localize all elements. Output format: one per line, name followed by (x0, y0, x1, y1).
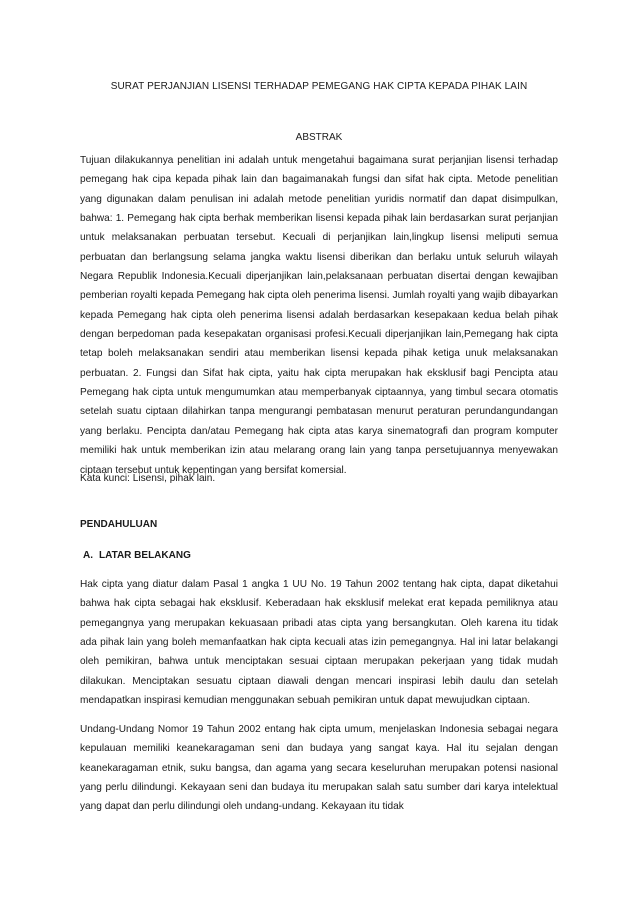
body-paragraph-2: Undang-Undang Nomor 19 Tahun 2002 entang hak cipta umum, menjelaskan Indonesia sebagai negara kepulauan memiliki keanekaragaman seni dan budaya yang sangat kaya. Hal itu sejalan dengan keanekaragaman etnik, suku bangsa, dan agama yang secara keseluruhan merupakan potensi nasional yang perlu dilindungi. Kekayaan seni dan budaya itu merupakan salah satu sumber dari karya intelektual yang dapat dan perlu dilindungi oleh undang-undang. Kekayaan itu tidak (80, 724, 558, 813)
keywords-line: Kata kunci: Lisensi, pihak lain. (80, 473, 216, 484)
subsection-heading (83, 549, 191, 563)
body-paragraph-1: Hak cipta yang diatur dalam Pasal 1 angka 1 UU No. 19 Tahun 2002 tentang hak cipta, dapat diketahui bahwa hak cipta sebagai hak eksklusif. Keberadaan hak eksklusif melekat erat kepada pemiliknya atau pemegangnya yang merupakan kekuasaan pribadi atas cipta yang bersangkutan. Oleh karena itu tidak ada pihak lain yang boleh memanfaatkan hak cipta kecuali atas izin pemegangnya. Hal ini latar belakangi oleh pemikiran, bahwa untuk menciptakan sesuai ciptaan merupakan pekerjaan yang tidak mudah dilakukan. Menciptakan sesuatu ciptaan diawali dengan mencari inspirasi lebih daulu dan setelah mendapatkan inspirasi kemudian menggunakan sebuah pemikiran untuk dapat mewujudkan ciptaan. (80, 579, 558, 707)
subsection-title: LATAR BELAKANG (99, 550, 191, 561)
abstract-heading: ABSTRAK (295, 132, 343, 143)
section-heading-pendahuluan: PENDAHULUAN (80, 519, 158, 530)
subsection-number: A. (83, 550, 93, 561)
abstract-text: Tujuan dilakukannya penelitian ini adalah untuk mengetahui bagaimana surat perjanjian lisensi terhadap pemegang hak cipa kepada pihak lain dan bagaimanakah fungsi dan sifat hak cipta. Metode penelitian yang digunakan dalam penulisan ini adalah metode penelitian yuridis normatif dan dapat disimpulkan, bahwa: 1. Pemegang hak cipta berhak memberikan lisensi kepada pihak lain berdasarkan surat perjanjian untuk melaksanakan perbuatan tersebut. Kecuali di perjanjikan lain,lingkup lisensi meliputi semua perbuatan dan berlangsung selama jangka waktu lisensi diberikan dan berlaku untuk seluruh wilayah Negara Republik Indonesia.Kecuali diperjanjikan lain,pelaksanaan perbuatan disertai dengan kewajiban pemberian royalti kepada Pemegang hak cipta oleh penerima lisensi. Jumlah royalti yang wajib dibayarkan kepada Pemegang hak cipta oleh penerima lisensi adalah berdasarkan kesepakaan kedua belah pihak dengan berpedoman pada kesepakatan organisasi profesi.Kecuali diperjanjikan lain,Pemegang hak cipta tetap boleh melaksanakan sendiri atau memberikan lisensi kepada pihak ketiga unuk melaksanakan perbuatan. 2. Fungsi dan Sifat hak cipta, yaitu hak cipta merupakan hak eksklusif bagi Pencipta atau Pemegang hak cipta untuk mengumumkan atau memperbanyak ciptaannya, yang timbul secara otomatis setelah suatu ciptaan dilahirkan tanpa mengurangi pembatasan menurut peraturan perundangundangan yang berlaku. Pencipta dan/atau Pemegang hak cipta atas karya sinematografi dan program komputer memiliki hak untuk memberikan izin atau melarang orang lain yang tanpa persetujuannya menyewakan ciptaan tersebut untuk kepentingan yang bersifat komersial. (80, 155, 558, 476)
document-title: SURAT PERJANJIAN LISENSI TERHADAP PEMEGANG HAK CIPTA KEPADA PIHAK LAIN (110, 81, 528, 92)
